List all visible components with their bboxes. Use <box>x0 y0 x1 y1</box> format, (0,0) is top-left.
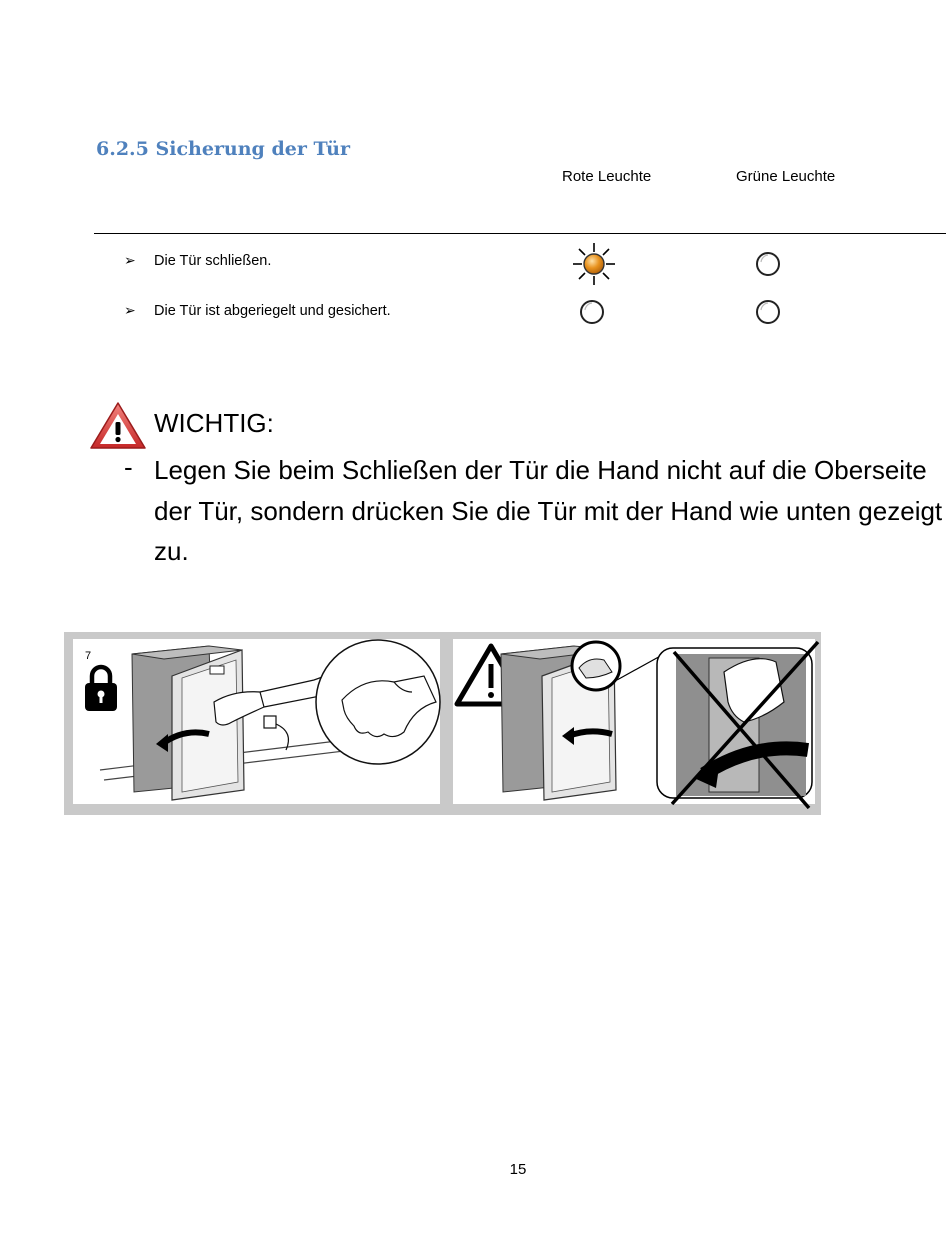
notice-dash: - <box>124 452 133 482</box>
green-lamp-off-icon <box>754 250 782 278</box>
bullet-arrow-icon: ➢ <box>124 252 136 268</box>
step-text: Die Tür schließen. <box>154 253 272 269</box>
notice-title: WICHTIG: <box>154 408 274 438</box>
panel-number: 7 <box>85 650 92 662</box>
column-header-green-light: Grüne Leuchte <box>736 168 836 185</box>
step-text: Die Tür ist abgeriegelt und gesichert. <box>154 303 391 319</box>
door-closing-illustration <box>64 632 821 815</box>
red-lamp-on-icon <box>570 240 618 288</box>
notice-text: Legen Sie beim Schließen der Tür die Hand nicht auf die Oberseite der Tür, sondern drücken Sie die Tür mit der Hand wie unten gezeigt zu. <box>154 455 943 566</box>
red-lamp-off-icon <box>578 298 606 326</box>
bullet-arrow-icon: ➢ <box>124 302 136 318</box>
table-rule <box>94 233 946 234</box>
section-heading: 6.2.5 Sicherung der Tür <box>96 138 350 160</box>
page-number: 15 <box>509 1161 527 1178</box>
column-header-red-light: Rote Leuchte <box>562 168 652 185</box>
green-lamp-off-icon <box>754 298 782 326</box>
warning-triangle-icon <box>88 400 148 452</box>
